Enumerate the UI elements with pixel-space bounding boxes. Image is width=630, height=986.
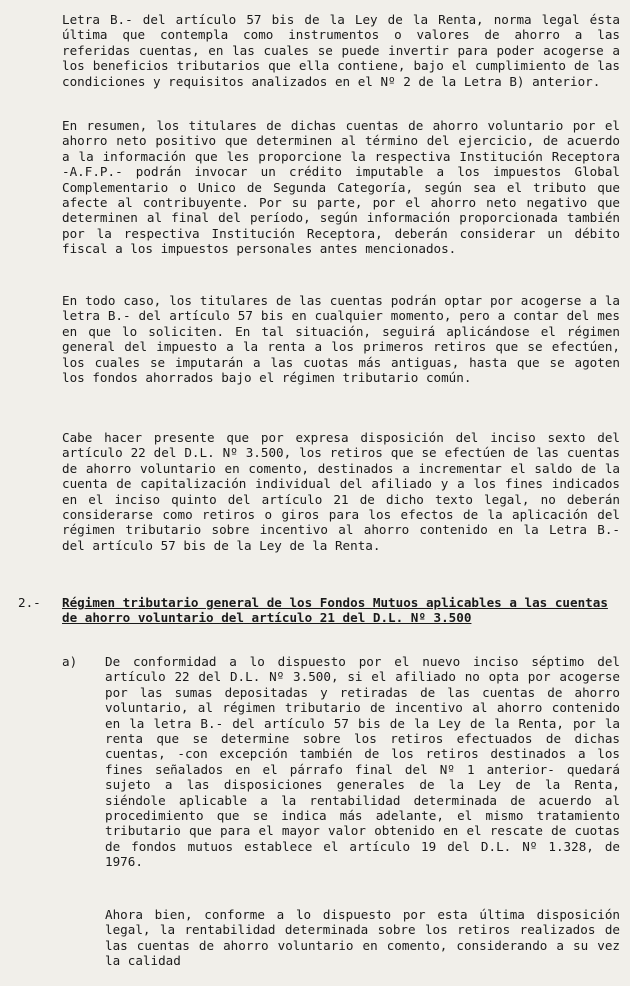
paragraph-letra-b-continuation: Letra B.- del artículo 57 bis de la Ley de la Renta, norma legal ésta última que contempla como instrumentos o valores de ahorro a las referidas cuentas, en las cuales se puede invertir para poder acogerse a los beneficios tributarios que ella contiene, bajo el cumplimiento de las condiciones y requisitos analizados en el Nº 2 de la Letra B) anterior. [62,12,620,89]
paragraph-item-a: De conformidad a lo dispuesto por el nuevo inciso séptimo del artículo 22 del D.L. Nº 3.500, si el afiliado no opta por acogerse por las sumas depositadas y retiradas de las cuentas de ahorro voluntario, al régimen tributario de incentivo al ahorro contenido en la letra B.- del artículo 57 bis de la Ley de la Renta, por la renta que se determine sobre los retiros efectuados de dichas cuentas, -con excepción también de los retiros destinados a los fines señalados en el párrafo final del Nº 1 anterior- quedará sujeto a las disposiciones generales de la Ley de la Renta, siéndole aplicable a la rentabilidad determinada de acuerdo al procedimiento que se indica más adelante, el mismo tratamiento tributario que para el mayor valor obtenido en el rescate de cuotas de fondos mutuos establece el artículo 19 del D.L. Nº 1.328, de 1976. [105,654,620,870]
paragraph-en-todo-caso: En todo caso, los titulares de las cuentas podrán optar por acogerse a la letra B.- del artículo 57 bis en cualquier momento, pero a contar del mes en que lo soliciten. En tal situación, seguirá aplicándose el régimen general del impuesto a la renta a los primeros retiros que se efectúen, los cuales se imputarán a las cuotas más antiguas, hasta que se agoten los fondos ahorrados bajo el régimen tributario común. [62,293,620,386]
item-label: a) [62,654,78,669]
section-title: Régimen tributario general de los Fondos Mutuos aplicables a las cuentas de ahorro voluntario del artículo 21 del D.L. Nº 3.500 [62,595,608,626]
section-number: 2.- [18,595,41,610]
paragraph-ahora-bien: Ahora bien, conforme a lo dispuesto por esta última disposición legal, la rentabilidad determinada sobre los retiros realizados de las cuentas de ahorro voluntario en comento, considerando a su vez la calidad [105,907,620,969]
paragraph-cabe-hacer-presente: Cabe hacer presente que por expresa disposición del inciso sexto del artículo 22 del D.L. Nº 3.500, los retiros que se efectúen de las cuentas de ahorro voluntario en comento, destinados a incrementar el saldo de la cuenta de capitalización individual del afiliado y a los fines indicados en el inciso quinto del artículo 21 de dicho texto legal, no deberán considerarse como retiros o giros para los efectos de la aplicación del régimen tributario sobre incentivo al ahorro contenido en la Letra B.- del artículo 57 bis de la Ley de la Renta. [62,430,620,553]
paragraph-en-resumen: En resumen, los titulares de dichas cuentas de ahorro voluntario por el ahorro neto positivo que determinen al término del ejercicio, de acuerdo a la información que les proporcione la respectiva Institución Receptora -A.F.P.- podrán invocar un crédito imputable a los impuestos Global Complementario o Unico de Segunda Categoría, según sea el tributo que afecte al contribuyente. Por su parte, por el ahorro neto negativo que determinen al final del período, según información proporcionada también por la respectiva Institución Receptora, deberán considerar un débito fiscal a los impuestos personales antes mencionados. [62,118,620,257]
